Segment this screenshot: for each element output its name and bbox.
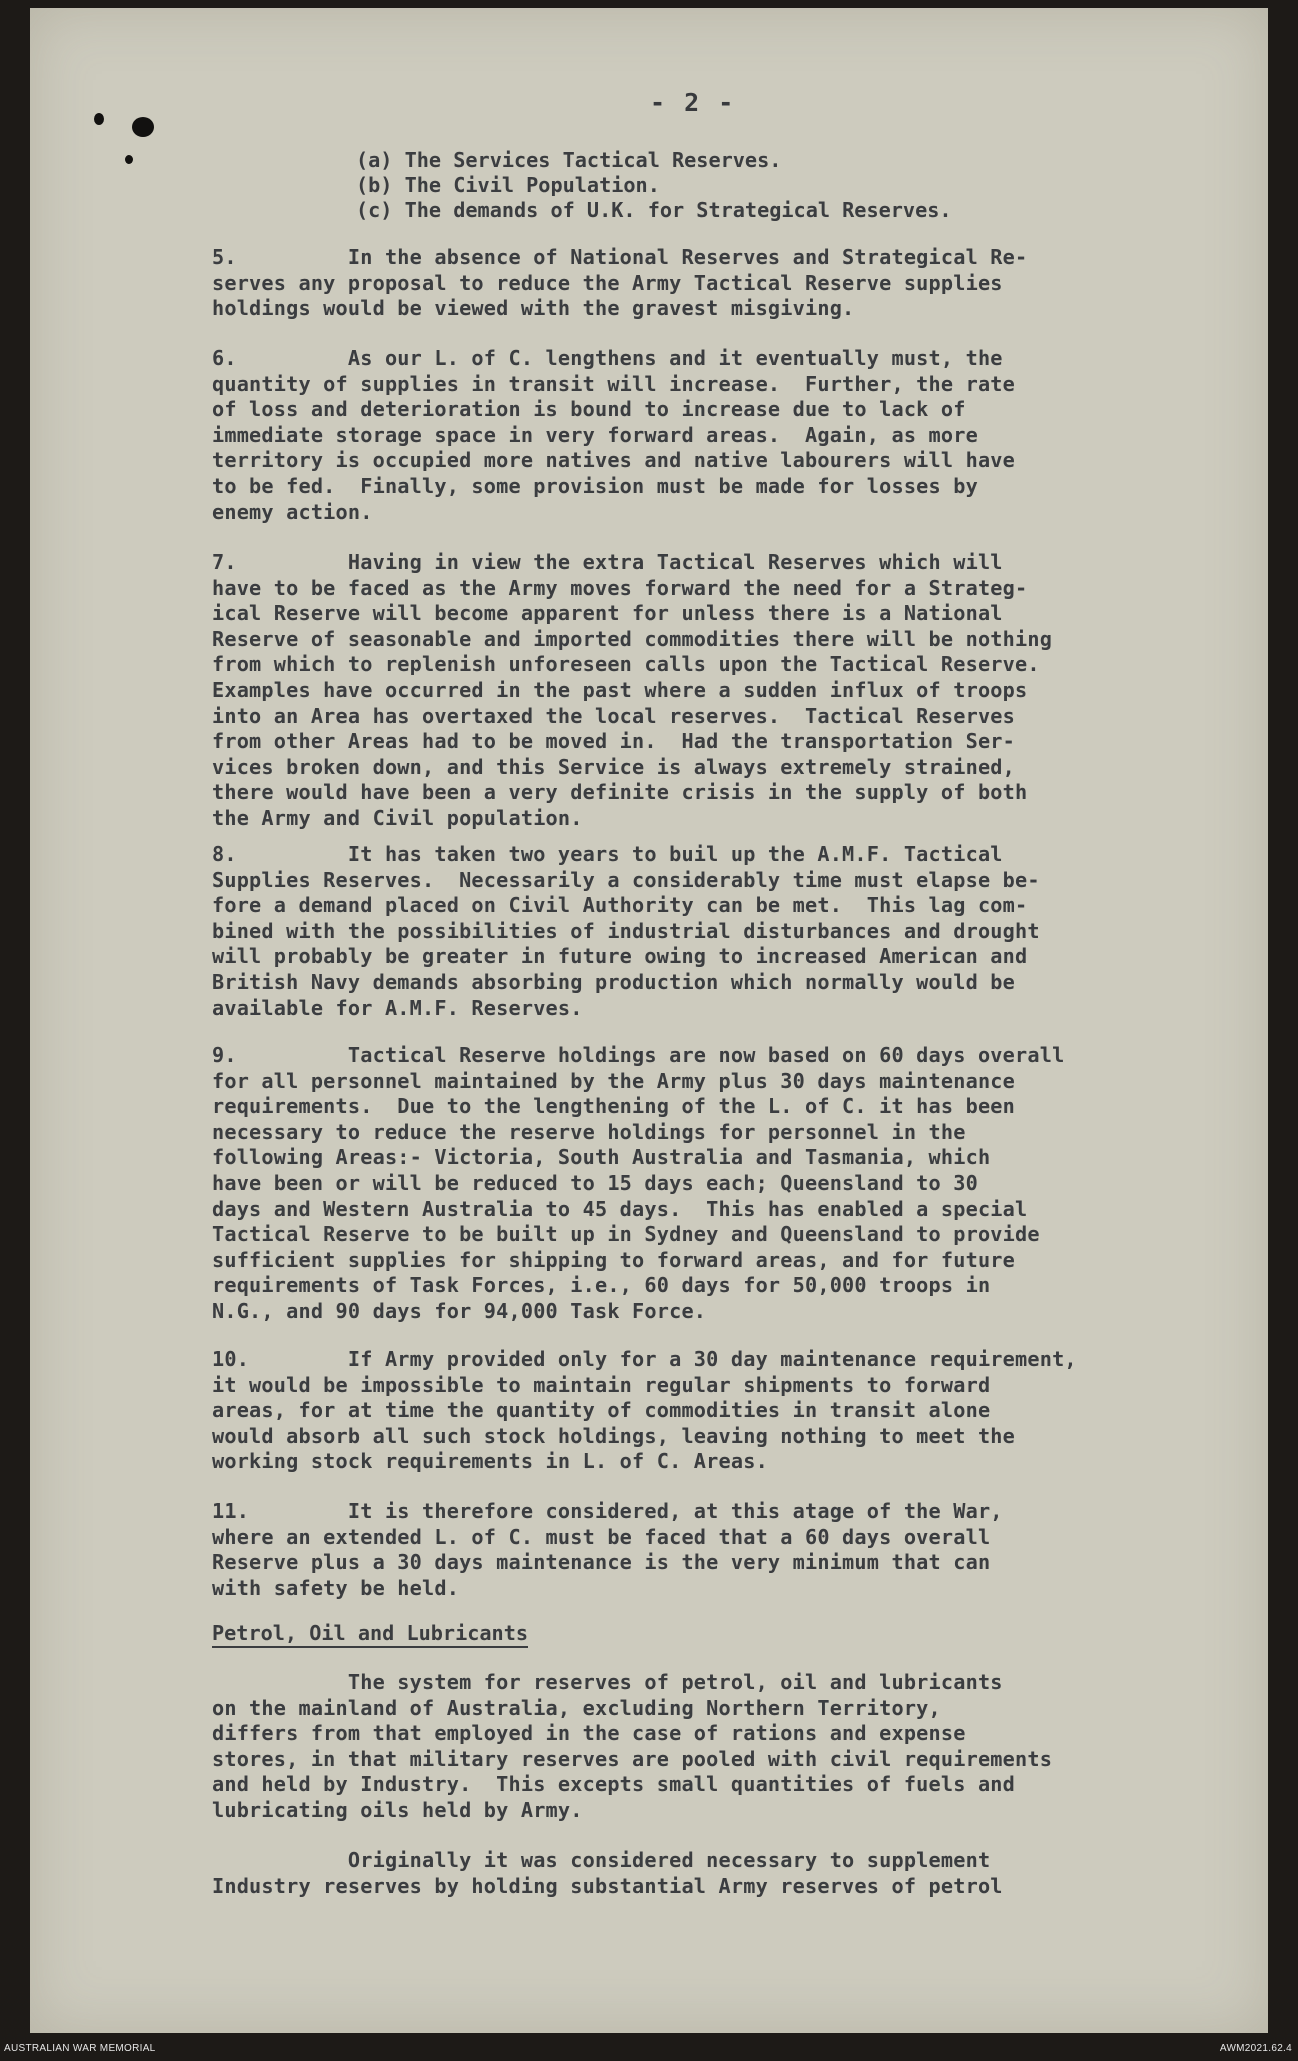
paragraph-8: 8. It has taken two years to buil up the A.M.F. Tactical Supplies Reserves. Necessarily a considerably time must elapse be- fore a demand placed on Civil Authority can be met. This lag com- bined with the possibilities of industrial disturbances and drought will probably be greater in future owing to increased American and British Navy demands absorbing production which normally would be available for A.M.F. Reserves. [212,842,1040,1020]
footer-archive-name: AUSTRALIAN WAR MEMORIAL [4,2043,156,2054]
paragraph-11: 11. It is therefore considered, at this atage of the War, where an extended L. of C. must be faced that a 60 days overall Reserve plus a 30 days maintenance is the very minimum that can with safety be held. [212,1499,1003,1600]
paragraph-9: 9. Tactical Reserve holdings are now based on 60 days overall for all personnel maintained by the Army plus 30 days maintenance requirements. Due to the lengthening of the L. of C. it has been necessary to reduce the reserve holdings for personnel in the following Areas:- Victoria, South Australia and Tasmania, which have been or will be reduced to 15 days each; Queensland to 30 days and Western Australia to 45 days. This has enabled a special Tactical Reserve to be built up in Sydney and Queensland to provide sufficient supplies for shipping to forward areas, and for future requirements of Task Forces, i.e., 60 days for 50,000 troops in N.G., and 90 days for 94,000 Task Force. [212,1043,1065,1323]
paragraph-7: 7. Having in view the extra Tactical Reserves which will have to be faced as the Army moves forward the need for a Strateg- ical Reserve will become apparent for unless there is a National Reserve of seasonable and imported commodities there will be nothing from which to replenish unforeseen calls upon the Tactical Reserve. Examples have occurred in the past where a sudden influx of troops into an Area has overtaxed the local reserves. Tactical Reserves from other Areas had to be moved in. Had the transportation Ser- vices broken down, and this Service is always extremely strained, there would have been a very definite crisis in the supply of both the Army and Civil population. [212,550,1053,830]
list-item: (a) The Services Tactical Reserves. [356,148,782,172]
punch-hole [94,113,104,125]
punch-hole [125,155,133,164]
punch-hole [132,117,154,137]
paragraph-5: 5. In the absence of National Reserves and Strategical Re- serves any proposal to reduce the Army Tactical Reserve supplies holdings would be viewed with the gravest misgiving. [212,245,1028,321]
section-paragraph: Originally it was considered necessary to supplement Industry reserves by holding substantial Army reserves of petrol [212,1848,1003,1898]
section-heading: Petrol, Oil and Lubricants [212,1621,528,1648]
section-paragraph: The system for reserves of petrol, oil and lubricants on the mainland of Australia, excluding Northern Territory, differs from that employed in the case of rations and expense stores, in that military reserves are pooled with civil requirements and held by Industry. This excepts small quantities of fuels and lubricating oils held by Army. [212,1670,1053,1822]
paragraph-10: 10. If Army provided only for a 30 day maintenance requirement, it would be impossible to maintain regular shipments to forward areas, for at time the quantity of commodities in transit alone would absorb all such stock holdings, leaving nothing to meet the working stock requirements in L. of C. Areas. [212,1347,1077,1474]
page-number: - 2 - [650,88,736,117]
list-item: (c) The demands of U.K. for Strategical Reserves. [356,198,952,222]
list-item: (b) The Civil Population. [356,173,660,197]
paragraph-6: 6. As our L. of C. lengthens and it eventually must, the quantity of supplies in transit will increase. Further, the rate of loss and deterioration is bound to increase due to lack of immediate storage space in very forward areas. Again, as more territory is occupied more natives and native labourers will have to be fed. Finally, some provision must be made for losses by enemy action. [212,346,1016,524]
footer-archive-id: AWM2021.62.4 [1219,2043,1292,2054]
